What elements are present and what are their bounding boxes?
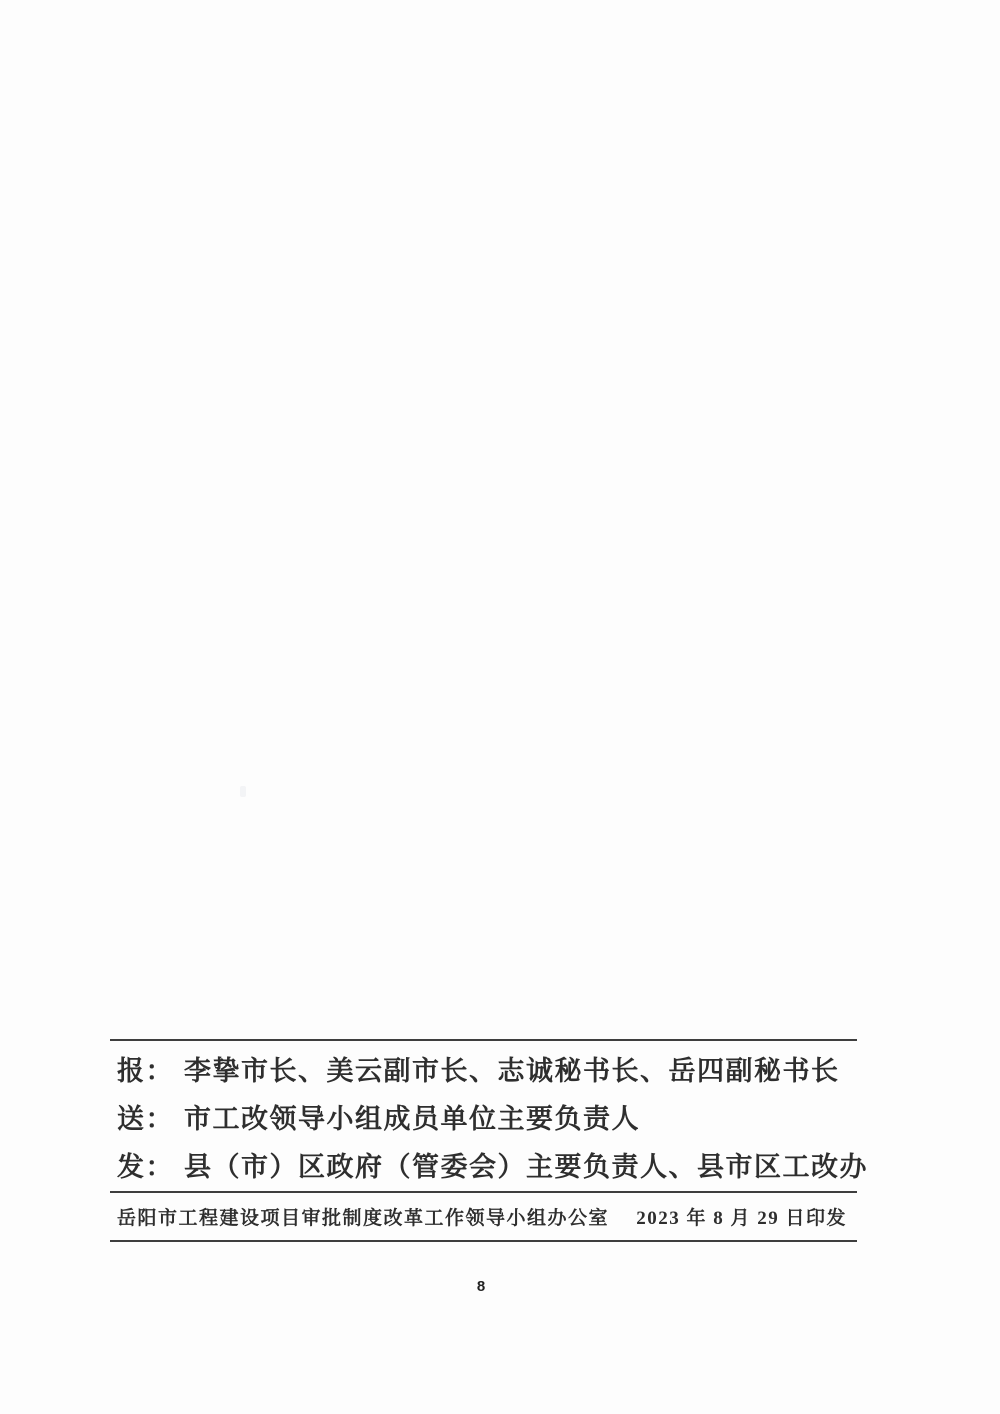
print-date: 2023 年 8 月 29 日印发 <box>636 1208 847 1229</box>
send-to-label: 送： <box>117 1104 174 1134</box>
report-to-row <box>117 1047 857 1095</box>
issue-to-label: 发： <box>117 1152 174 1182</box>
report-to-recipients: 李挚市长、美云副市长、志诚秘书长、岳四副秘书长 <box>184 1056 840 1086</box>
issue-to-recipients: 县（市）区政府（管委会）主要负责人、县市区工改办 <box>184 1152 868 1182</box>
scan-artifact <box>240 786 246 797</box>
page-number: 8 <box>476 1278 486 1295</box>
issuing-office: 岳阳市工程建设项目审批制度改革工作领导小组办公室 <box>117 1208 610 1229</box>
distribution-rows <box>110 1047 868 1191</box>
report-to-label: 报： <box>117 1056 174 1086</box>
colophon-row <box>110 1193 857 1240</box>
distribution-block <box>110 1039 868 1242</box>
bottom-rule <box>110 1240 857 1242</box>
send-to-recipients: 市工改领导小组成员单位主要负责人 <box>184 1104 640 1134</box>
top-rule <box>110 1039 857 1041</box>
send-to-row <box>117 1095 857 1143</box>
issue-to-row <box>117 1143 868 1191</box>
